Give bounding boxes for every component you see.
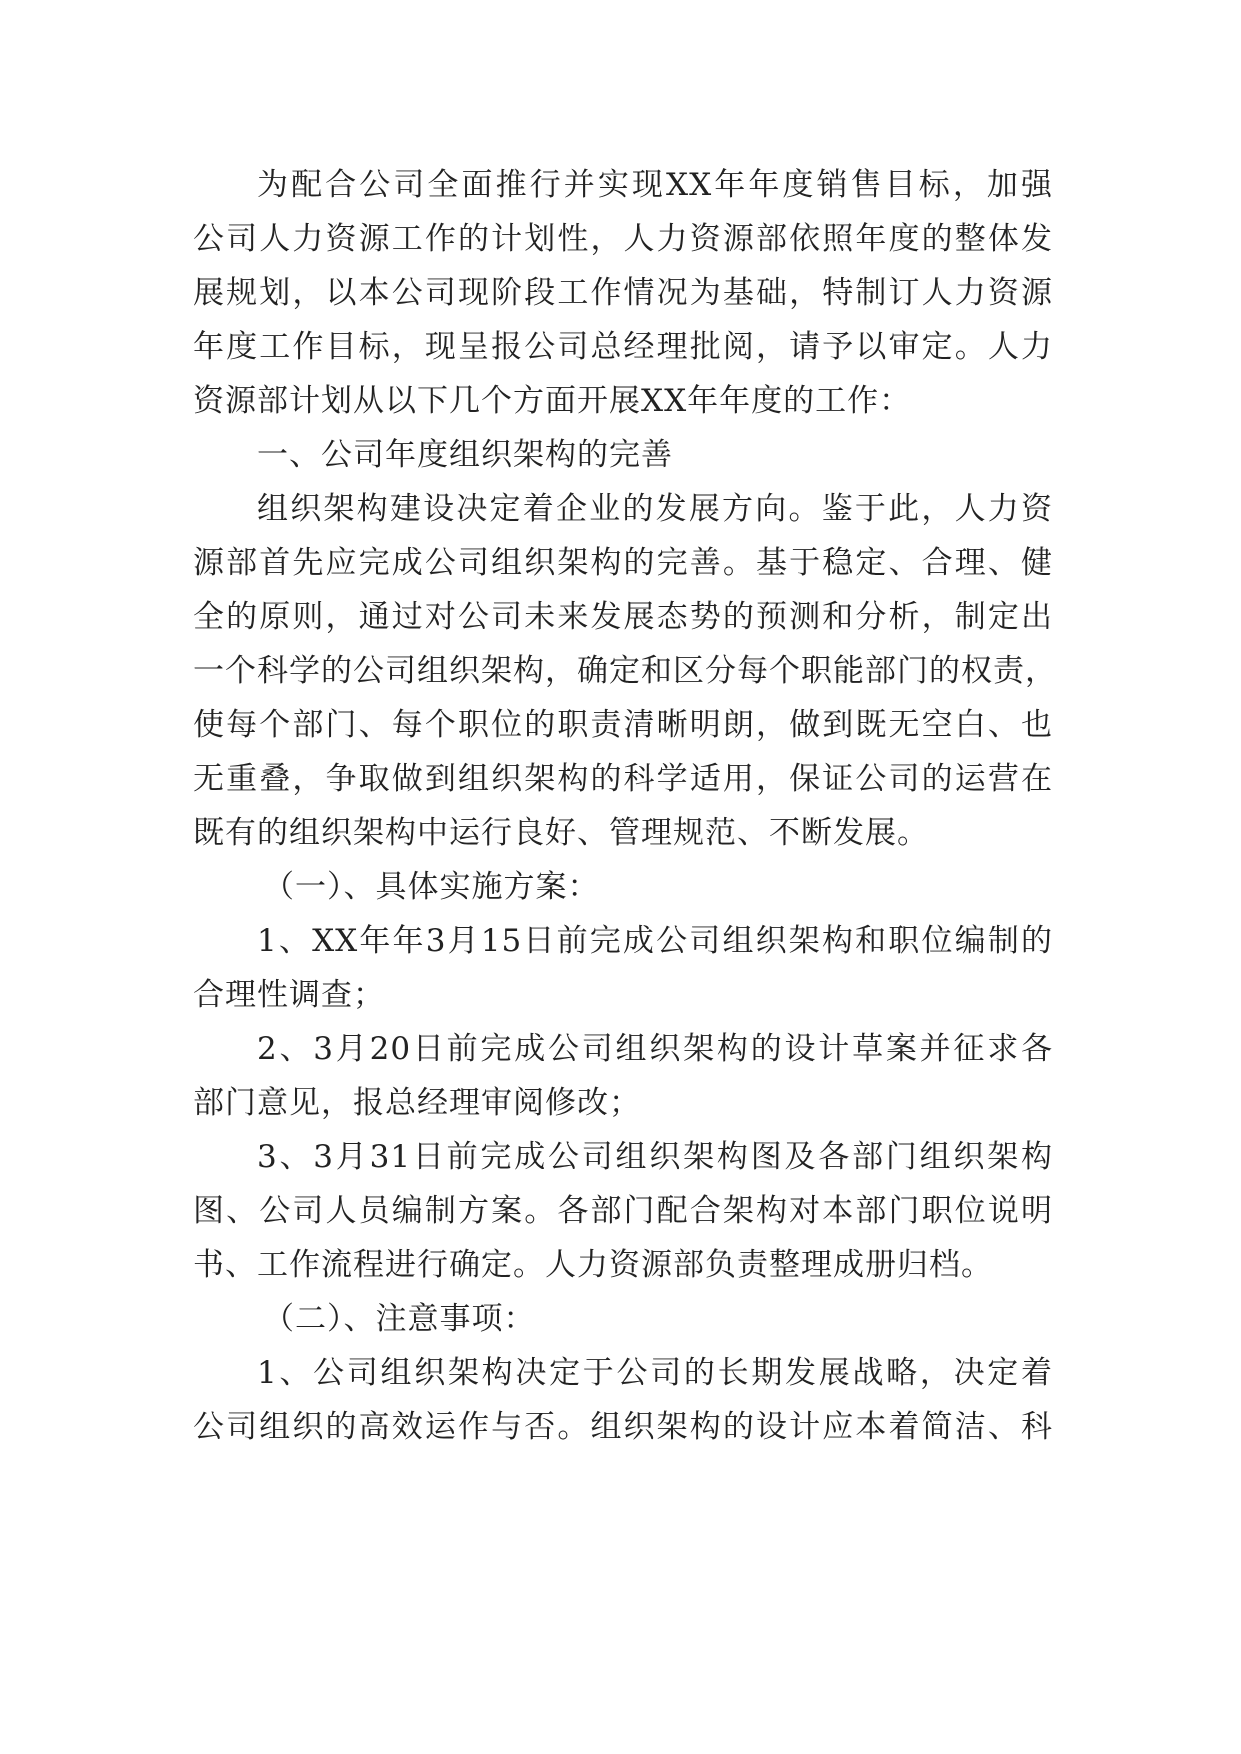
paragraph-line: 全的原则，通过对公司未来发展态势的预测和分析，制定出 (193, 599, 1053, 635)
paragraph-line: 源部首先应完成公司组织架构的完善。基于稳定、合理、健 (193, 545, 1053, 581)
paragraph-line: 一个科学的公司组织架构，确定和区分每个职能部门的权责， (193, 653, 1057, 689)
paragraph-line: 年度工作目标，现呈报公司总经理批阅，请予以审定。人力 (193, 329, 1053, 365)
paragraph-line: 为配合公司全面推行并实现XX年年度销售目标，加强 (257, 167, 1053, 203)
section-heading: 一、公司年度组织架构的完善 (257, 437, 673, 473)
subsection-heading: （二）、注意事项： (263, 1301, 536, 1337)
list-item-line: 1、公司组织架构决定于公司的长期发展战略，决定着 (257, 1355, 1053, 1391)
list-item-line: 2、3月20日前完成公司组织架构的设计草案并征求各 (257, 1031, 1053, 1067)
paragraph-line: 既有的组织架构中运行良好、管理规范、不断发展。 (193, 815, 929, 851)
list-item-line: 书、工作流程进行确定。人力资源部负责整理成册归档。 (193, 1247, 993, 1283)
list-item-line: 部门意见，报总经理审阅修改； (193, 1085, 641, 1121)
document-body (193, 158, 1057, 1454)
list-item-line: 图、公司人员编制方案。各部门配合架构对本部门职位说明 (193, 1193, 1053, 1229)
subsection-heading: （一）、具体实施方案： (263, 869, 600, 905)
paragraph-line: 组织架构建设决定着企业的发展方向。鉴于此，人力资 (257, 491, 1053, 527)
list-item-line: 合理性调查； (193, 977, 385, 1013)
paragraph-line: 资源部计划从以下几个方面开展XX年年度的工作： (193, 383, 912, 419)
list-item-line: 3、3月31日前完成公司组织架构图及各部门组织架构 (257, 1139, 1053, 1175)
list-item-line: 1、XX年年3月15日前完成公司组织架构和职位编制的 (257, 923, 1053, 959)
paragraph-line: 无重叠，争取做到组织架构的科学适用，保证公司的运营在 (193, 761, 1053, 797)
paragraph-line: 公司人力资源工作的计划性，人力资源部依照年度的整体发 (193, 221, 1053, 257)
paragraph-line: 使每个部门、每个职位的职责清晰明朗，做到既无空白、也 (193, 707, 1053, 743)
list-item-line: 公司组织的高效运作与否。组织架构的设计应本着简洁、科 (193, 1409, 1053, 1445)
paragraph-line: 展规划，以本公司现阶段工作情况为基础，特制订人力资源 (193, 275, 1053, 311)
